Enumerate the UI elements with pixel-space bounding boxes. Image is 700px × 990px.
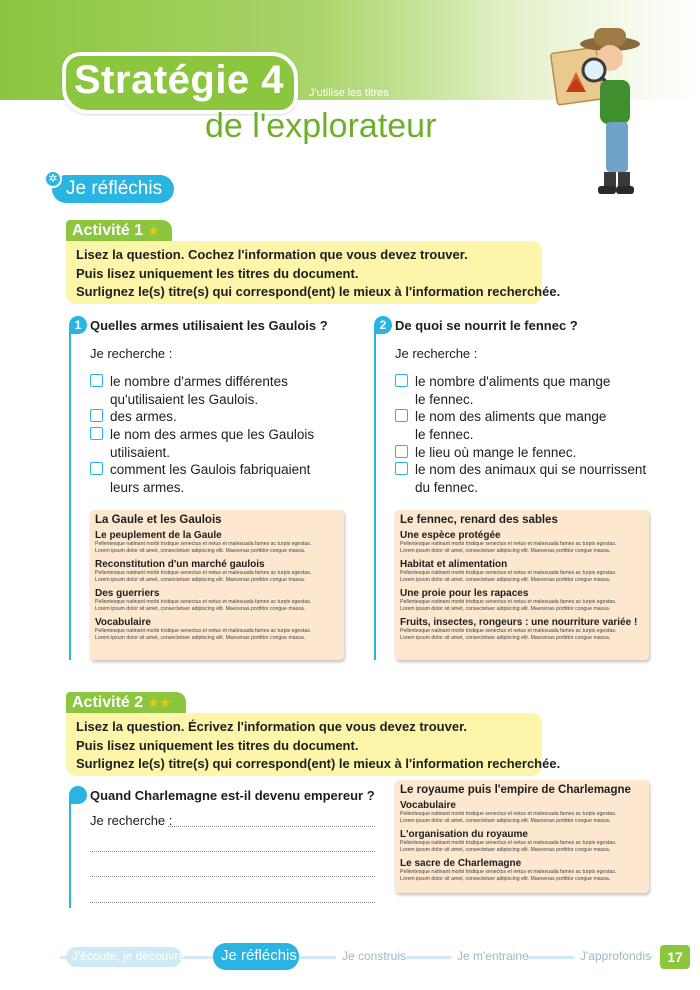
answer-line[interactable] xyxy=(90,851,375,852)
question3-sought-label: Je recherche : xyxy=(90,813,173,828)
doc-heading: Une espèce protégée xyxy=(400,530,501,541)
checkbox[interactable] xyxy=(395,409,408,422)
checkbox[interactable] xyxy=(90,374,103,387)
doc-title: La Gaule et les Gaulois xyxy=(95,514,222,526)
activity1-instructions: Lisez la question. Cochez l'information que vous devez trouver. Puis lisez uniquement les titres du document. Surlignez le(s) titre(s) qui correspond(ent) le mieux à l'information recherchée. xyxy=(66,241,542,304)
checkbox[interactable] xyxy=(395,374,408,387)
question2-number: 2 xyxy=(374,316,392,334)
section-title: Je réfléchis xyxy=(66,178,163,199)
question2-rule xyxy=(374,334,376,660)
activity1-label: Activité 1 ★ xyxy=(72,222,160,239)
checkbox[interactable] xyxy=(395,445,408,458)
checkbox[interactable] xyxy=(90,427,103,440)
checkbox[interactable] xyxy=(395,462,408,475)
nav-step-approfondis[interactable]: J'approfondis xyxy=(574,947,650,967)
question3-marker xyxy=(69,786,87,804)
doc-title: Le royaume puis l'empire de Charlemagne xyxy=(400,784,631,796)
star-icon: ★★ xyxy=(147,695,171,710)
checkbox[interactable] xyxy=(90,409,103,422)
doc-heading: Habitat et alimentation xyxy=(400,559,508,570)
nav-step-construis[interactable]: Je construis xyxy=(336,947,406,967)
strategy-tagline: J'utilise les titres xyxy=(309,87,389,99)
question1-text: Quelles armes utilisaient les Gaulois ? xyxy=(90,318,328,333)
question2-sought-label: Je recherche : xyxy=(395,346,478,361)
doc-heading: Vocabulaire xyxy=(400,800,456,811)
nav-step-entraine[interactable]: Je m'entraine xyxy=(451,947,527,967)
doc-heading: Fruits, insectes, rongeurs : une nourriture variée ! xyxy=(400,617,638,628)
answer-line[interactable] xyxy=(90,902,375,903)
answer-line[interactable] xyxy=(90,876,375,877)
question2-text: De quoi se nourrit le fennec ? xyxy=(395,318,578,333)
doc-heading: Des guerriers xyxy=(95,588,160,599)
doc-heading: Une proie pour les rapaces xyxy=(400,588,529,599)
activity2-instructions: Lisez la question. Écrivez l'information que vous devez trouver. Puis lisez uniquement les titres du document. Surlignez le(s) titre(s) qui correspond(ent) le mieux à l'information recherchée. xyxy=(66,713,542,776)
doc-heading: Le sacre de Charlemagne xyxy=(400,858,522,869)
doc-heading: Le peuplement de la Gaule xyxy=(95,530,222,541)
activity2-label: Activité 2 ★★ xyxy=(72,694,171,711)
question3-rule xyxy=(69,804,71,908)
question1-rule xyxy=(69,334,71,660)
gear-icon: ✲ xyxy=(44,170,62,188)
explorer-illustration xyxy=(548,22,648,202)
star-icon: ★ xyxy=(147,223,160,238)
doc-heading: Reconstitution d'un marché gaulois xyxy=(95,559,265,570)
doc-heading: Vocabulaire xyxy=(95,617,151,628)
question3-text: Quand Charlemagne est-il devenu empereur ? xyxy=(90,788,375,803)
doc-heading: L'organisation du royaume xyxy=(400,829,528,840)
strategy-subtitle: de l'explorateur xyxy=(205,107,437,145)
page-number: 17 xyxy=(660,945,690,969)
nav-step-ecoute[interactable]: J'écoute, je découvre xyxy=(66,947,182,967)
doc-title: Le fennec, renard des sables xyxy=(400,514,558,526)
checkbox[interactable] xyxy=(90,462,103,475)
question1-number: 1 xyxy=(69,316,87,334)
question1-sought-label: Je recherche : xyxy=(90,346,173,361)
activity2-document: Le royaume puis l'empire de Charlemagne Vocabulaire Pellentesque natinant morbi tristique senectus et netus et malesuada fames ac turpis egestas. Lorem ipsum dolor sit amet, consectetuer adipiscing elit. Maecenas porttitor congue massa. L'organisation du royaume Pellentesque natinant morbi tristique senectus et netus et malesuada fames ac turpis egestas. Lorem ipsum dolor sit amet, consectetuer adipiscing elit. Maecenas porttitor congue massa. Le sacre de Charlemagne Pellentesque natinant morbi tristique senectus et netus et malesuada fames ac turpis egestas. Lorem ipsum dolor sit amet, consectetuer adipiscing elit. Maecenas porttitor congue massa. xyxy=(395,780,649,893)
strategy-title: Stratégie 4 xyxy=(74,58,285,102)
nav-step-reflechis[interactable]: Je réfléchis xyxy=(213,943,299,970)
answer-line[interactable] xyxy=(168,826,375,827)
q2-document: Le fennec, renard des sables Une espèce protégée Pellentesque natinant morbi tristique senectus et netus et malesuada fames ac turpis egestas. Lorem ipsum dolor sit amet, consectetuer adipiscing elit. Maecenas porttitor congue massa. Habitat et alimentation Pellentesque natinant morbi tristique senectus et netus et malesuada fames ac turpis egestas. Lorem ipsum dolor sit amet, consectetuer adipiscing elit. Maecenas porttitor congue massa. Une proie pour les rapaces Pellentesque natinant morbi tristique senectus et netus et malesuada fames ac turpis egestas. Lorem ipsum dolor sit amet, consectetuer adipiscing elit. Maecenas porttitor congue massa. Fruits, insectes, rongeurs : une nourriture variée ! Pellentesque natinant morbi tristique senectus et netus et malesuada fames ac turpis egestas. Lorem ipsum dolor sit amet, consectetuer adipiscing elit. Maecenas porttitor congue massa. xyxy=(395,510,649,660)
q1-document: La Gaule et les Gaulois Le peuplement de la Gaule Pellentesque natinant morbi tristique senectus et netus et malesuada fames ac turpis egestas. Lorem ipsum dolor sit amet, consectetuer adipiscing elit. Maecenas porttitor congue massa. Reconstitution d'un marché gaulois Pellentesque natinant morbi tristique senectus et netus et malesuada fames ac turpis egestas. Lorem ipsum dolor sit amet, consectetuer adipiscing elit. Maecenas porttitor congue massa. Des guerriers Pellentesque natinant morbi tristique senectus et netus et malesuada fames ac turpis egestas. Lorem ipsum dolor sit amet, consectetuer adipiscing elit. Maecenas porttitor congue massa. Vocabulaire Pellentesque natinant morbi tristique senectus et netus et malesuada fames ac turpis egestas. Lorem ipsum dolor sit amet, consectetuer adipiscing elit. Maecenas porttitor congue massa. xyxy=(90,510,344,660)
